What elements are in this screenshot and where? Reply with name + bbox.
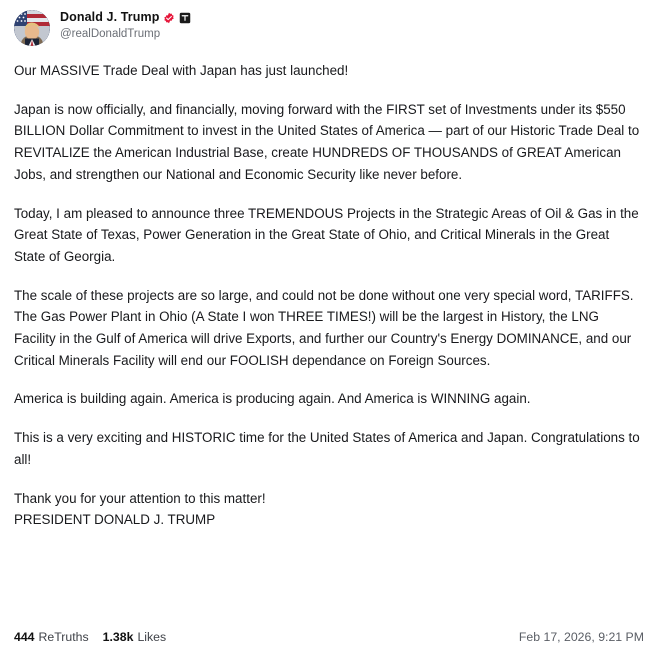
author-name-row bbox=[60, 11, 191, 25]
post-footer bbox=[0, 620, 658, 656]
likes-stat[interactable] bbox=[103, 630, 167, 644]
post-paragraph: Our MASSIVE Trade Deal with Japan has just launched! bbox=[14, 63, 349, 78]
signature-line-2: PRESIDENT DONALD J. TRUMP bbox=[14, 512, 216, 528]
post-signature bbox=[14, 488, 644, 531]
signature-line-1: Thank you for your attention to this matter! bbox=[14, 490, 266, 506]
avatar[interactable] bbox=[14, 10, 50, 46]
post-header bbox=[0, 0, 658, 48]
verified-check-icon bbox=[163, 12, 175, 24]
post-timestamp: Feb 17, 2026, 9:21 PM bbox=[518, 630, 644, 644]
likes-label: Likes bbox=[137, 630, 167, 644]
retruths-stat[interactable] bbox=[14, 630, 89, 644]
author-display-name[interactable]: Donald J. Trump bbox=[60, 10, 160, 24]
post-paragraph: This is a very exciting and HISTORIC time for the United States of America and Japan. Congratulations to all! bbox=[14, 430, 640, 467]
likes-count: 1.38k bbox=[102, 630, 134, 644]
square-badge-icon bbox=[179, 12, 191, 24]
post-paragraph: America is building again. America is producing again. And America is WINNING again. bbox=[14, 391, 531, 407]
post-content bbox=[0, 48, 658, 620]
post-stats bbox=[14, 630, 166, 644]
post-paragraph: The scale of these projects are so large, and could not be done without one very special word, TARIFFS. The Gas Power Plant in Ohio (A State I won THREE TIMES!) will be the largest in History, the LNG Facility in the Gulf of America will drive Exports, and further our Country's Energy DOMINANCE, and our Critical Minerals Facility will end our FOOLISH dependance on Foreign Sources. bbox=[14, 287, 634, 368]
author-handle[interactable]: @realDonaldTrump bbox=[60, 27, 161, 40]
post-paragraph: Today, I am pleased to announce three TREMENDOUS Projects in the Strategic Areas of Oil & Gas in the Great State of Texas, Power Generation in the Great State of Ohio, and Critical Minerals in the Great State of Georgia. bbox=[14, 205, 639, 264]
post-paragraph: Japan is now officially, and financially, moving forward with the FIRST set of Investments under its $550 BILLION Dollar Commitment to invest in the United States of America — part of our Historic Trade Deal to REVITALIZE the American Industrial Base, create HUNDREDS OF THOUSANDS of GREAT American Jobs, and strengthen our National and Economic Security like never before. bbox=[14, 101, 640, 182]
author-info bbox=[60, 10, 191, 40]
retruths-count: 444 bbox=[14, 630, 35, 644]
avatar-image bbox=[14, 10, 50, 46]
retruths-label: ReTruths bbox=[38, 630, 89, 644]
